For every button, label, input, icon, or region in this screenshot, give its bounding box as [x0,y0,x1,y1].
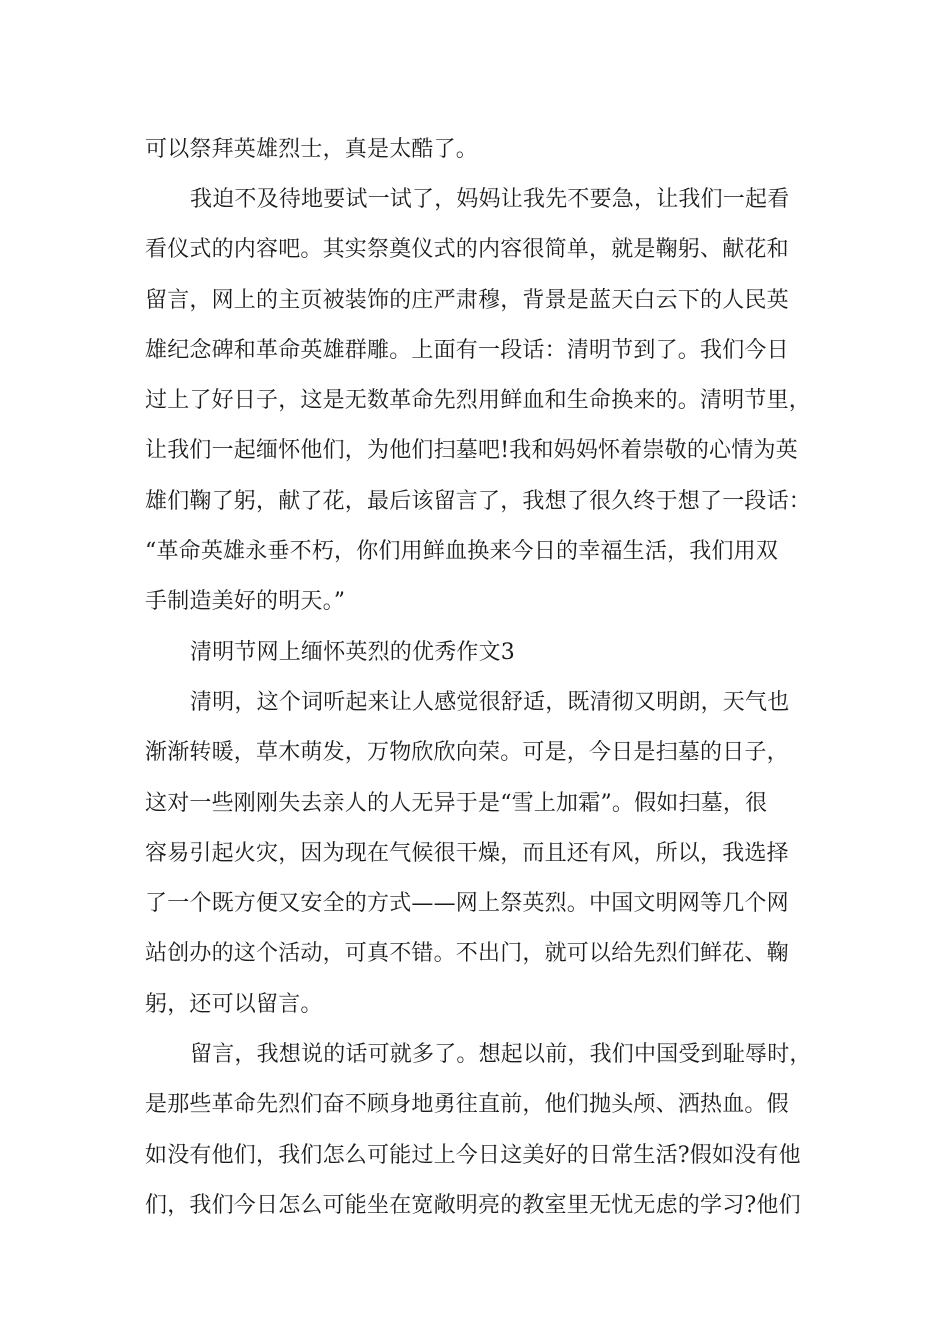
text-line: 渐渐转暖，草木萌发，万物欣欣向荣。可是，今日是扫墓的日子， [145,740,789,765]
paragraph-start-line: 留言，我想说的话可就多了。想起以前，我们中国受到耻辱时， [190,1042,812,1067]
text-line: 留言，网上的主页被装饰的庄严肃穆，背景是蓝天白云下的人民英 [145,288,789,313]
text-line: 是那些革命先烈们奋不顾身地勇往直前，他们抛头颅、洒热血。假 [145,1092,789,1117]
paragraph-start-line: 清明，这个词听起来让人感觉很舒适，既清彻又明朗，天气也 [190,690,790,715]
text-line: 看仪式的内容吧。其实祭奠仪式的内容很简单，就是鞠躬、献花和 [145,237,789,262]
section-heading: 清明节网上缅怀英烈的优秀作文3 [190,640,515,665]
text-line: “革命英雄永垂不朽，你们用鲜血换来今日的幸福生活，我们用双 [145,539,779,564]
text-line: 了一个既方便又安全的方式——网上祭英烈。中国文明网等几个网 [145,891,789,916]
paragraph-start-line: 我迫不及待地要试一试了，妈妈让我先不要急，让我们一起看 [190,187,790,212]
text-line: 过上了好日子，这是无数革命先烈用鲜血和生命换来的。清明节里， [145,388,812,413]
text-line: 们，我们今日怎么可能坐在宽敞明亮的教室里无忧无虑的学习?他们 [145,1193,801,1218]
text-line: 容易引起火灾，因为现在气候很干燥，而且还有风，所以，我选择 [145,841,789,866]
text-line: 手制造美好的明天。” [145,589,346,614]
text-line: 雄纪念碑和革命英雄群雕。上面有一段话：清明节到了。我们今日 [145,338,789,363]
text-line: 让我们一起缅怀他们，为他们扫墓吧!我和妈妈怀着崇敬的心情为英 [145,438,798,463]
text-line: 如没有他们，我们怎么可能过上今日这美好的日常生活?假如没有他 [145,1143,801,1168]
text-line: 雄们鞠了躬，献了花，最后该留言了，我想了很久终于想了一段话： [145,489,812,514]
text-line: 站创办的这个活动，可真不错。不出门，就可以给先烈们鲜花、鞠 [145,941,789,966]
text-line: 躬，还可以留言。 [145,992,323,1017]
text-line: 可以祭拜英雄烈士，真是太酷了。 [145,137,479,162]
text-line: 这对一些刚刚失去亲人的人无异于是“雪上加霜”。假如扫墓，很 [145,791,768,816]
